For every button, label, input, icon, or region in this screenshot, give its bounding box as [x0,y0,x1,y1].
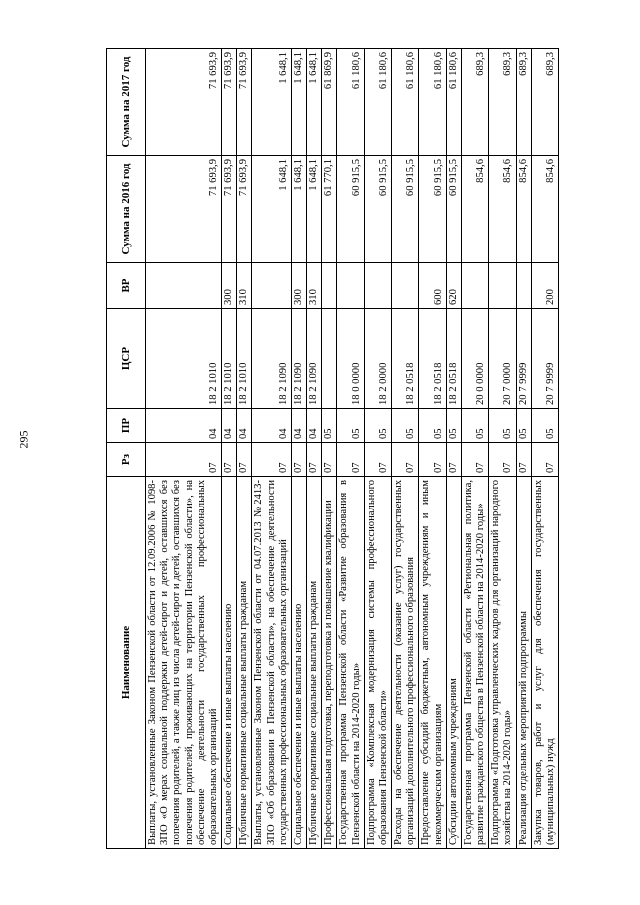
header-sum-2016: Сумма на 2016 год [107,156,146,263]
cell-pr: 05 [461,409,488,443]
cell-sum-2016: 60 915,5 [446,156,461,263]
cell-csr: 18 2 1010 [237,309,252,409]
cell-pr: 05 [489,409,516,443]
cell-pr: 05 [322,409,337,443]
table-row [322,49,337,849]
table-row [237,49,252,849]
cell-sum-2016: 71 693,9 [222,156,237,263]
cell-sum-2017: 71 693,9 [146,49,222,156]
cell-csr: 18 2 1010 [222,309,237,409]
cell-csr: 18 2 1090 [307,309,322,409]
cell-sum-2016: 71 693,9 [146,156,222,263]
cell-pr: 04 [146,409,222,443]
cell-sum-2017: 61 180,6 [392,49,419,156]
table-row [446,49,461,849]
cell-rz: 07 [146,443,222,477]
cell-csr: 18 2 0518 [419,309,446,409]
cell-name: Субсидии автономным учреждениям [446,477,461,849]
cell-vr [461,263,488,309]
cell-sum-2016: 854,6 [461,156,488,263]
cell-name: Публичные нормативные социальные выплаты гражданам [307,477,322,849]
cell-sum-2017: 61 180,6 [364,49,391,156]
cell-sum-2017: 689,3 [516,49,531,156]
cell-pr: 04 [307,409,322,443]
cell-csr: 18 2 1090 [291,309,306,409]
cell-rz: 07 [237,443,252,477]
cell-vr [392,263,419,309]
cell-pr: 05 [531,409,558,443]
cell-pr: 05 [419,409,446,443]
table-row [252,49,292,849]
cell-vr: 310 [237,263,252,309]
cell-name: Расходы на обеспечение деятельности (оказание услуг) государственных организаций дополнительного профессионального образования [392,477,419,849]
cell-rz: 07 [322,443,337,477]
cell-sum-2017: 689,3 [531,49,558,156]
cell-sum-2016: 60 915,5 [419,156,446,263]
table-row [307,49,322,849]
cell-sum-2016: 1 648,1 [291,156,306,263]
header-vr: ВР [107,263,146,309]
cell-csr: 20 7 0000 [489,309,516,409]
cell-pr: 05 [337,409,364,443]
cell-name: Публичные нормативные социальные выплаты гражданам [237,477,252,849]
page-number: 295 [16,430,31,449]
cell-sum-2017: 61 180,6 [337,49,364,156]
cell-pr: 04 [237,409,252,443]
cell-sum-2017: 71 693,9 [237,49,252,156]
cell-vr: 300 [222,263,237,309]
table-row [516,49,531,849]
cell-csr [322,309,337,409]
cell-csr: 18 0 0000 [337,309,364,409]
cell-csr: 20 7 9999 [516,309,531,409]
cell-vr: 300 [291,263,306,309]
cell-sum-2016: 60 915,5 [364,156,391,263]
table-row [222,49,237,849]
cell-sum-2017: 689,3 [461,49,488,156]
cell-sum-2017: 61 180,6 [419,49,446,156]
cell-sum-2017: 1 648,1 [252,49,292,156]
cell-vr [252,263,292,309]
cell-name: Закупка товаров, работ и услуг для обеспечения государственных (муниципальных) нужд [531,477,558,849]
cell-csr: 20 0 0000 [461,309,488,409]
cell-rz: 07 [419,443,446,477]
table-row [337,49,364,849]
cell-sum-2016: 854,6 [516,156,531,263]
cell-name: Профессиональная подготовка, переподготовка и повышение квалификации [322,477,337,849]
cell-vr [146,263,222,309]
cell-sum-2017: 1 648,1 [307,49,322,156]
cell-name: Выплаты, установленные Законом Пензенской области от 04.07.2013 №2413-ЗПО «Об образовании в Пензенской области», на обеспечение деятельности государственных профессиональных образовательных организаций [252,477,292,849]
cell-name: Государственная программа Пензенской области «Региональная политика, развитие гражданского общества в Пензенской области на 2014-2020 годы» [461,477,488,849]
cell-vr [322,263,337,309]
cell-pr: 04 [291,409,306,443]
cell-pr: 05 [364,409,391,443]
table-row [419,49,446,849]
cell-rz: 07 [489,443,516,477]
cell-rz: 07 [516,443,531,477]
cell-sum-2016: 854,6 [489,156,516,263]
table-header-row [107,49,146,849]
header-rz: Рз [107,443,146,477]
cell-sum-2017: 689,3 [489,49,516,156]
cell-sum-2016: 60 915,5 [337,156,364,263]
cell-vr: 200 [531,263,558,309]
cell-sum-2017: 71 693,9 [222,49,237,156]
cell-rz: 07 [291,443,306,477]
cell-sum-2016: 61 770,1 [322,156,337,263]
budget-table [106,48,559,849]
cell-vr [516,263,531,309]
cell-vr: 600 [419,263,446,309]
cell-name: Подпрограмма «Подготовка управленческих кадров для организаций народного хозяйства на 2014-2020 годы» [489,477,516,849]
header-pr: ПР [107,409,146,443]
cell-name: Реализация отдельных мероприятий подпрограммы [516,477,531,849]
cell-sum-2016: 60 915,5 [392,156,419,263]
header-sum-2017: Сумма на 2017 год [107,49,146,156]
cell-rz: 07 [531,443,558,477]
cell-vr [337,263,364,309]
cell-csr: 18 2 0518 [446,309,461,409]
cell-rz: 07 [446,443,461,477]
table-row [364,49,391,849]
cell-rz: 07 [337,443,364,477]
cell-sum-2017: 61 180,6 [446,49,461,156]
cell-vr: 310 [307,263,322,309]
cell-sum-2016: 1 648,1 [252,156,292,263]
cell-sum-2016: 1 648,1 [307,156,322,263]
cell-sum-2016: 71 693,9 [237,156,252,263]
cell-csr: 18 2 0000 [364,309,391,409]
cell-rz: 07 [392,443,419,477]
rotated-page [106,49,562,849]
cell-csr: 20 7 9999 [531,309,558,409]
header-name: Наименование [107,477,146,849]
cell-vr [489,263,516,309]
cell-name: Предоставление субсидий бюджетным, автономным учреждениям и иным некоммерческим организациям [419,477,446,849]
cell-name: Подпрограмма «Комплексная модернизация системы профессионального образования Пензенской области» [364,477,391,849]
cell-name: Социальное обеспечение и иные выплаты населению [291,477,306,849]
cell-pr: 05 [516,409,531,443]
cell-csr: 18 2 1010 [146,309,222,409]
table-row [531,49,558,849]
cell-rz: 07 [461,443,488,477]
table-row [392,49,419,849]
cell-rz: 07 [252,443,292,477]
table-row [489,49,516,849]
cell-name: Выплаты, установленные Законом Пензенской области от 12.09.2006 № 1098-ЗПО «О мерах социальной поддержки детей-сирот и детей, оставшихся без попечения родителей, а также лиц из числа детей-сирот и детей, оставшихся без попечения родителей, проживающих на территории Пензенской области», на обеспечение деятельности государственных профессиональных образовательных организаций [146,477,222,849]
cell-rz: 07 [307,443,322,477]
header-csr: ЦСР [107,309,146,409]
table-row [146,49,222,849]
cell-rz: 07 [222,443,237,477]
cell-pr: 05 [446,409,461,443]
cell-pr: 04 [222,409,237,443]
cell-sum-2017: 61 869,9 [322,49,337,156]
cell-csr: 18 2 1090 [252,309,292,409]
cell-pr: 04 [252,409,292,443]
cell-name: Социальное обеспечение и иные выплаты населению [222,477,237,849]
cell-csr: 18 2 0518 [392,309,419,409]
cell-vr: 620 [446,263,461,309]
table-row [291,49,306,849]
cell-vr [364,263,391,309]
table-row [461,49,488,849]
cell-pr: 05 [392,409,419,443]
cell-rz: 07 [364,443,391,477]
cell-sum-2017: 1 648,1 [291,49,306,156]
cell-sum-2016: 854,6 [531,156,558,263]
cell-name: Государственная программа Пензенской области «Развитие образования в Пензенской области на 2014-2020 годы» [337,477,364,849]
